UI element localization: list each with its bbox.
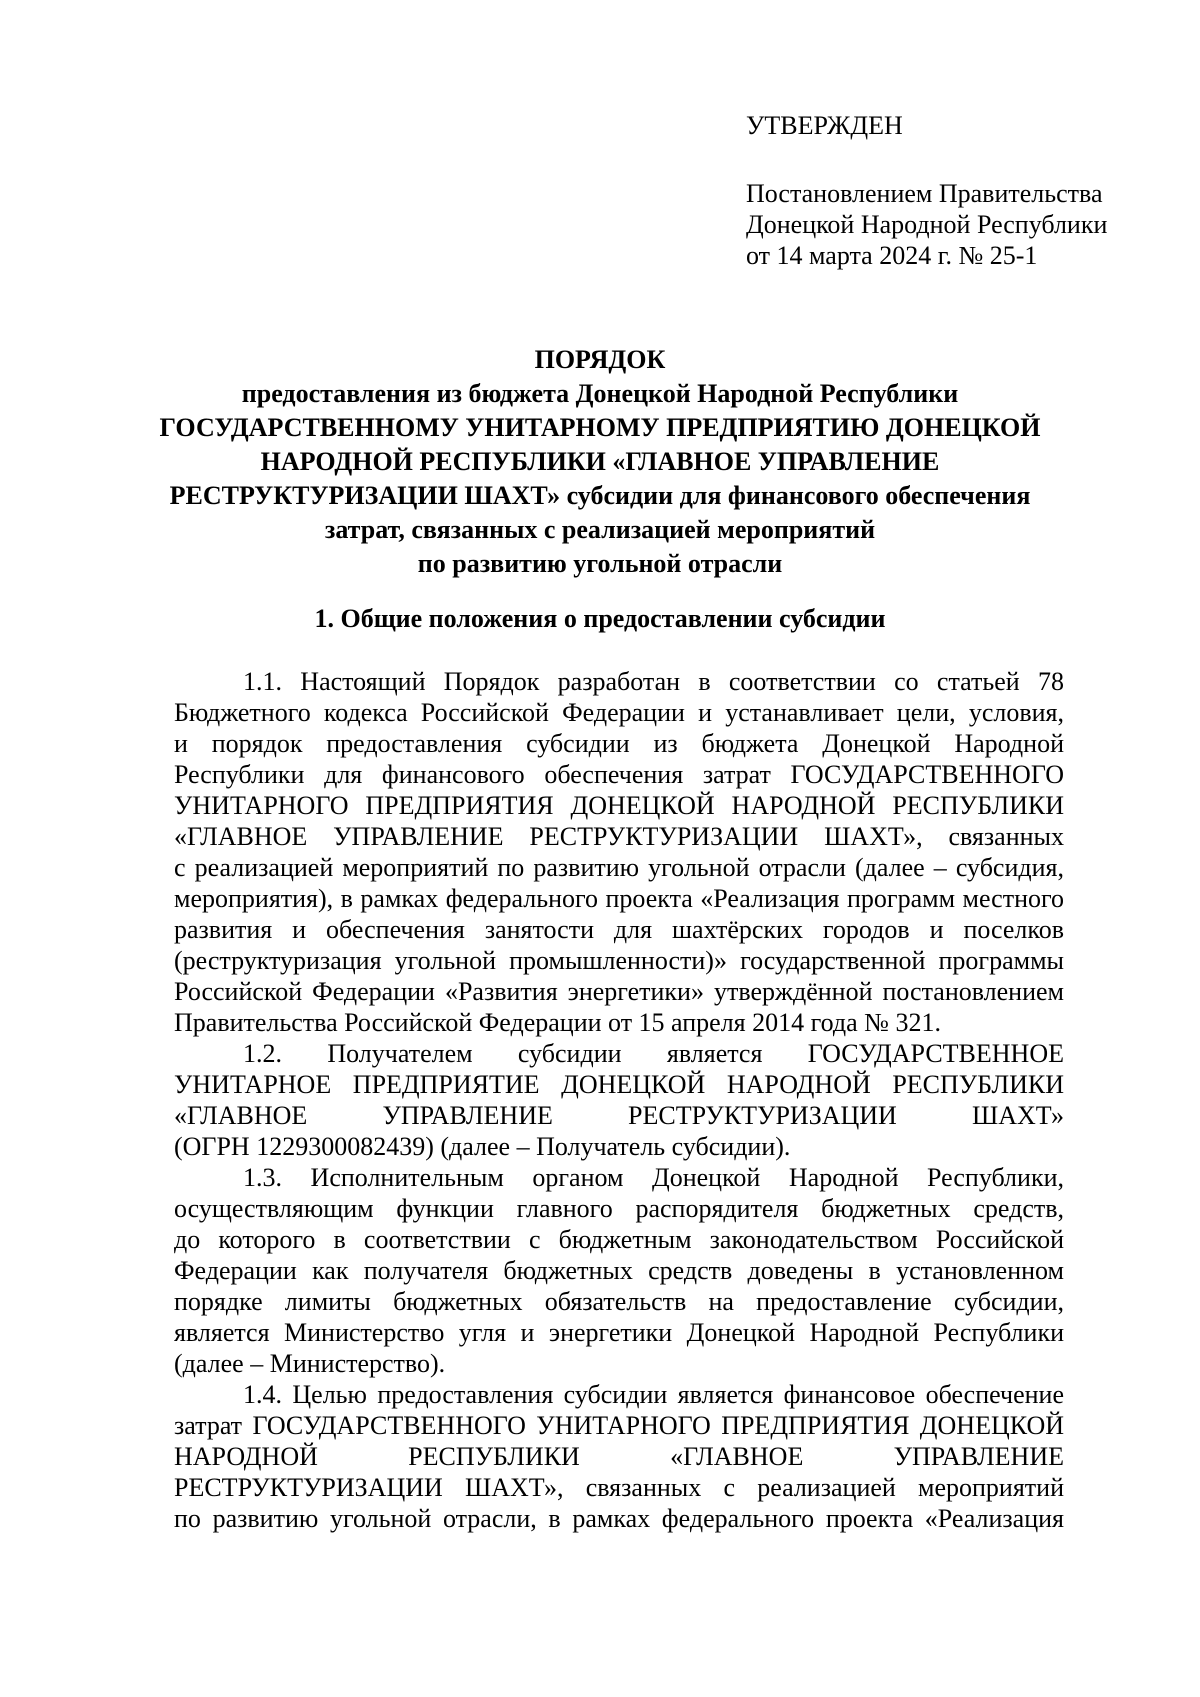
paragraph-line: 1.1. Настоящий Порядок разработан в соответствии со статьей 78 bbox=[243, 667, 1064, 696]
approval-block bbox=[746, 110, 1107, 271]
document-title bbox=[150, 343, 1050, 581]
paragraph-line: Российской Федерации «Развития энергетики» утверждённой постановлением bbox=[174, 977, 1064, 1006]
title-line: затрат, связанных с реализацией мероприятий bbox=[324, 515, 876, 544]
title-line: по развитию угольной отрасли bbox=[417, 549, 783, 578]
paragraph-line: НАРОДНОЙ РЕСПУБЛИКИ «ГЛАВНОЕ УПРАВЛЕНИЕ bbox=[174, 1442, 1064, 1471]
approval-date: от 14 марта 2024 г. № 25-1 bbox=[746, 241, 1038, 270]
document-body bbox=[174, 666, 1064, 1534]
paragraph-line: (ОГРН 1229300082439) (далее – Получатель субсидии). bbox=[174, 1132, 791, 1161]
paragraph-line: Правительства Российской Федерации от 15 апреля 2014 года № 321. bbox=[174, 1008, 941, 1037]
paragraph-line: «ГЛАВНОЕ УПРАВЛЕНИЕ РЕСТРУКТУРИЗАЦИИ ШАХТ», связанных bbox=[174, 822, 1064, 851]
paragraph-line: осуществляющим функции главного распорядителя бюджетных средств, bbox=[174, 1194, 1064, 1223]
approval-line: Постановлением Правительства bbox=[746, 179, 1103, 208]
paragraph-line: затрат ГОСУДАРСТВЕННОГО УНИТАРНОГО ПРЕДПРИЯТИЯ ДОНЕЦКОЙ bbox=[174, 1411, 1064, 1440]
section-heading: 1. Общие положения о предоставлении субсидии bbox=[314, 604, 886, 633]
paragraph-line: является Министерство угля и энергетики Донецкой Народной Республики bbox=[174, 1318, 1064, 1347]
paragraph-line: Федерации как получателя бюджетных средств доведены в установленном bbox=[174, 1256, 1064, 1285]
paragraph-line: (реструктуризация угольной промышленности)» государственной программы bbox=[174, 946, 1064, 975]
paragraph-line: порядке лимиты бюджетных обязательств на предоставление субсидии, bbox=[174, 1287, 1064, 1316]
paragraph-line: до которого в соответствии с бюджетным законодательством Российской bbox=[174, 1225, 1064, 1254]
paragraph-line: 1.3. Исполнительным органом Донецкой Народной Республики, bbox=[243, 1163, 1064, 1192]
paragraph-line: по развитию угольной отрасли, в рамках федерального проекта «Реализация bbox=[174, 1504, 1064, 1533]
paragraph-line: и порядок предоставления субсидии из бюджета Донецкой Народной bbox=[174, 729, 1064, 758]
title-line: РЕСТРУКТУРИЗАЦИИ ШАХТ» субсидии для финансового обеспечения bbox=[169, 481, 1031, 510]
paragraph-line: УНИТАРНОГО ПРЕДПРИЯТИЯ ДОНЕЦКОЙ НАРОДНОЙ РЕСПУБЛИКИ bbox=[174, 791, 1064, 820]
paragraph-line: УНИТАРНОЕ ПРЕДПРИЯТИЕ ДОНЕЦКОЙ НАРОДНОЙ РЕСПУБЛИКИ bbox=[174, 1070, 1064, 1099]
title-line: НАРОДНОЙ РЕСПУБЛИКИ «ГЛАВНОЕ УПРАВЛЕНИЕ bbox=[260, 447, 940, 476]
title-line: ПОРЯДОК bbox=[534, 345, 666, 374]
paragraph-line: «ГЛАВНОЕ УПРАВЛЕНИЕ РЕСТРУКТУРИЗАЦИИ ШАХТ» bbox=[174, 1101, 1064, 1130]
title-line: предоставления из бюджета Донецкой Народной Республики bbox=[241, 379, 959, 408]
paragraph-line: Республики для финансового обеспечения затрат ГОСУДАРСТВЕННОГО bbox=[174, 760, 1064, 789]
approval-line: Донецкой Народной Республики bbox=[746, 210, 1108, 239]
title-line: ГОСУДАРСТВЕННОМУ УНИТАРНОМУ ПРЕДПРИЯТИЮ ДОНЕЦКОЙ bbox=[159, 413, 1041, 442]
paragraph-line: 1.2. Получателем субсидии является ГОСУДАРСТВЕННОЕ bbox=[243, 1039, 1064, 1068]
approval-stamp: УТВЕРЖДЕН bbox=[746, 111, 903, 140]
paragraph-line: с реализацией мероприятий по развитию угольной отрасли (далее – субсидия, bbox=[174, 853, 1064, 882]
paragraph-line: развития и обеспечения занятости для шахтёрских городов и поселков bbox=[174, 915, 1064, 944]
paragraph-line: Бюджетного кодекса Российской Федерации и устанавливает цели, условия, bbox=[174, 698, 1064, 727]
paragraph-line: (далее – Министерство). bbox=[174, 1349, 446, 1378]
paragraph-line: РЕСТРУКТУРИЗАЦИИ ШАХТ», связанных с реализацией мероприятий bbox=[174, 1473, 1064, 1502]
paragraph-line: мероприятия), в рамках федерального проекта «Реализация программ местного bbox=[174, 884, 1064, 913]
paragraph-line: 1.4. Целью предоставления субсидии является финансовое обеспечение bbox=[243, 1380, 1064, 1409]
